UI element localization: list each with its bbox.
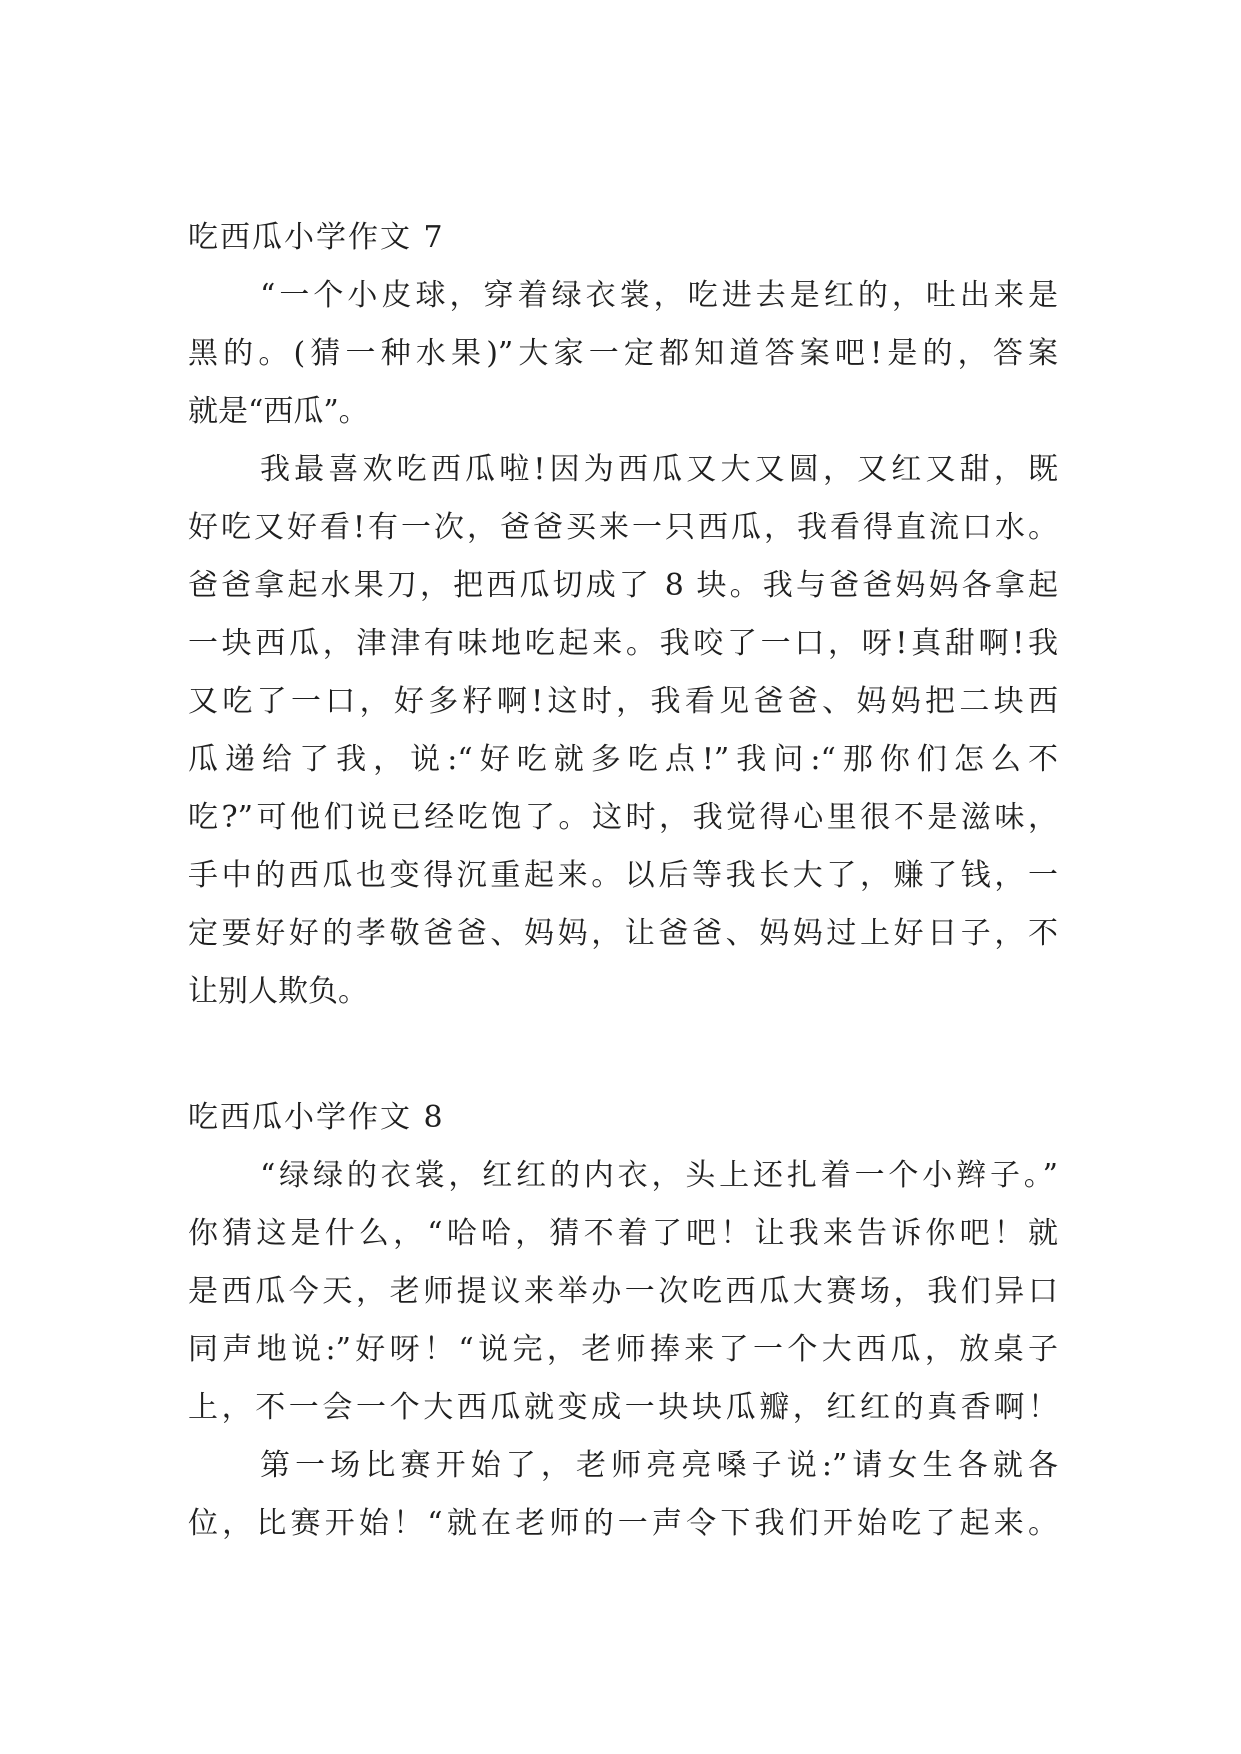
paragraph-line: 黑的。(猜一种水果)”大家一定都知道答案吧!是的，答案 (188, 336, 1058, 371)
paragraph-line: 让别人欺负。 (188, 974, 368, 1009)
paragraph-line: 第一场比赛开始了，老师亮亮嗓子说:”请女生各就各 (260, 1448, 1058, 1483)
paragraph-line: “绿绿的衣裳，红红的内衣，头上还扎着一个小辫子。” (260, 1158, 1058, 1193)
paragraph-line: 就是“西瓜”。 (188, 394, 369, 429)
paragraph-line: 好吃又好看!有一次，爸爸买来一只西瓜，我看得直流口水。 (188, 510, 1058, 545)
paragraph-line: 位，比赛开始！“就在老师的一声令下我们开始吃了起来。 (188, 1506, 1058, 1541)
essay-8 (188, 1098, 1058, 1562)
paragraph-line: 吃?”可他们说已经吃饱了。这时，我觉得心里很不是滋味， (188, 800, 1058, 835)
paragraph-line: “一个小皮球，穿着绿衣裳，吃进去是红的，吐出来是 (260, 278, 1058, 313)
essay-title: 吃西瓜小学作文 7 (188, 220, 445, 255)
paragraph-line: 手中的西瓜也变得沉重起来。以后等我长大了，赚了钱，一 (188, 858, 1058, 893)
paragraph-line: 一块西瓜，津津有味地吃起来。我咬了一口，呀!真甜啊!我 (188, 626, 1058, 661)
paragraph-line: 同声地说:”好呀！“说完，老师捧来了一个大西瓜，放桌子 (188, 1332, 1058, 1367)
paragraph-line: 是西瓜今天，老师提议来举办一次吃西瓜大赛场，我们异口 (188, 1274, 1058, 1309)
paragraph-line: 我最喜欢吃西瓜啦!因为西瓜又大又圆，又红又甜，既 (260, 452, 1058, 487)
paragraph-line: 瓜递给了我，说:“好吃就多吃点!”我问:“那你们怎么不 (188, 742, 1058, 777)
paragraph-line: 又吃了一口，好多籽啊!这时，我看见爸爸、妈妈把二块西 (188, 684, 1058, 719)
paragraph-line: 你猜这是什么，“哈哈，猜不着了吧！让我来告诉你吧！就 (188, 1216, 1058, 1251)
paragraph-line: 上，不一会一个大西瓜就变成一块块瓜瓣，红红的真香啊！ (188, 1390, 1058, 1425)
paragraph-line: 定要好好的孝敬爸爸、妈妈，让爸爸、妈妈过上好日子，不 (188, 916, 1058, 951)
paragraph-line: 爸爸拿起水果刀，把西瓜切成了 8 块。我与爸爸妈妈各拿起 (188, 568, 1058, 603)
essay-7 (188, 218, 1058, 1030)
essay-title: 吃西瓜小学作文 8 (188, 1100, 445, 1135)
